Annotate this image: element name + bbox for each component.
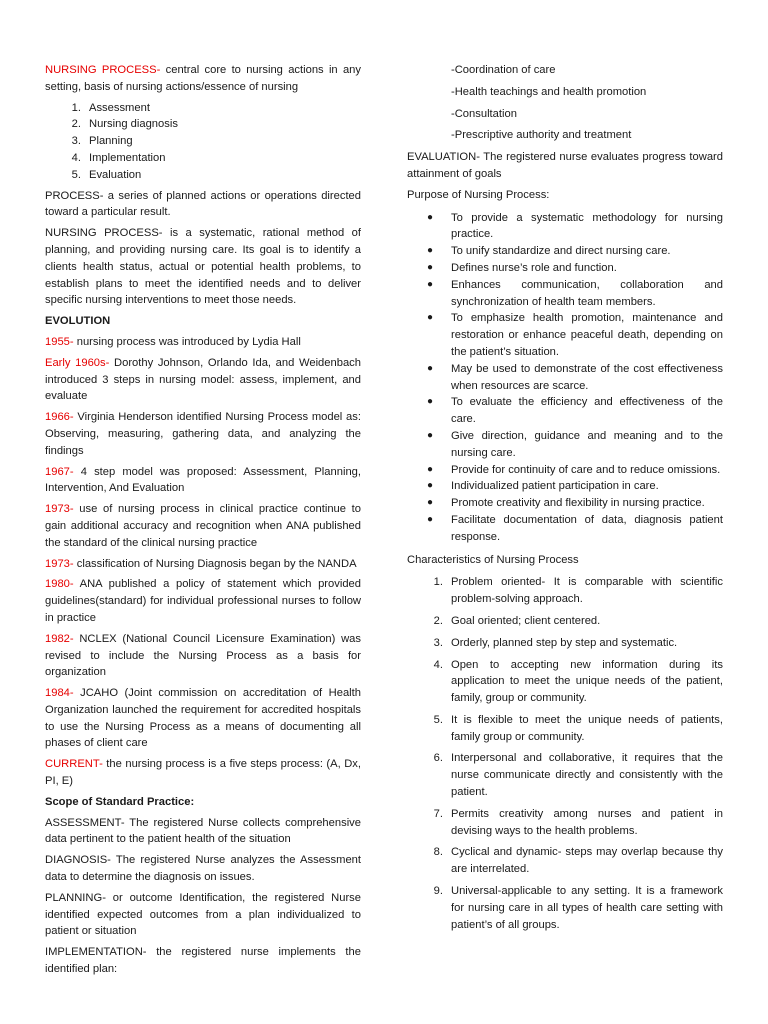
- list-item: ● To evaluate the efficiency and effectiveness of the care.: [427, 396, 723, 426]
- list-item: ● Give direction, guidance and meaning and to the nursing care.: [427, 429, 723, 459]
- left-column: [45, 62, 361, 982]
- list-item: ● Provide for continuity of care and to reduce omissions.: [407, 462, 723, 479]
- scope-item: PLANNING- or outcome Identification, the registered Nurse identified expected outcomes from a plan individualized to patient or situation: [45, 891, 361, 938]
- evolution-item: 1955- nursing process was introduced by Lydia Hall: [45, 335, 301, 348]
- evolution-item: 1973- classification of Nursing Diagnosis began by the NANDA: [45, 557, 357, 570]
- list-item: 7. Permits creativity among nurses and patient in devising ways to the health problems.: [433, 807, 723, 837]
- scope-heading: Scope of Standard Practice:: [45, 795, 195, 808]
- bullet-icon: ●: [427, 245, 434, 257]
- impl-item: -Health teachings and health promotion: [451, 85, 647, 98]
- scope-item: DIAGNOSIS- The registered Nurse analyzes the Assessment data to determine the diagnosis on issues.: [45, 854, 361, 884]
- evolution-item: 1966- Virginia Henderson identified Nursing Process model as: Observing, measuring, gathering data, and analyzing the findings: [45, 411, 361, 457]
- nursing-process-definition: NURSING PROCESS- is a systematic, rational method of planning, and providing nursing care. Its goal is to identify a clients health status, actual or potential health problems, to establish plans to meet the identified needs and to deliver specific nursing interventions to meet those needs.: [45, 227, 361, 307]
- intro-term: NURSING PROCESS-: [45, 64, 161, 76]
- bullet-icon: ●: [427, 429, 434, 441]
- process-definition: PROCESS- a series of planned actions or operations directed toward a particular result.: [45, 189, 361, 219]
- evolution-item: 1984- JCAHO (Joint commission on accreditation of Health Organization launched the requirement for accredited hospitals to use the Nursing Process as a means of documenting all phases of client care: [45, 687, 361, 750]
- list-item: 3. Orderly, planned step by step and systematic.: [433, 636, 678, 649]
- impl-item: -Coordination of care: [451, 64, 556, 76]
- evolution-item: Early 1960s- Dorothy Johnson, Orlando Ida, and Weidenbach introduced 3 steps in nursing model: assess, implement, and evaluate: [45, 356, 361, 403]
- list-item: 8. Cyclical and dynamic- steps may overlap because thy are interrelated.: [433, 846, 723, 876]
- scope-item: ASSESSMENT- The registered Nurse collects comprehensive data pertinent to the patient health of the situation: [45, 816, 361, 846]
- list-item: ● Enhances communication, collaboration and synchronization of health team members.: [427, 278, 723, 308]
- list-item: ● Promote creativity and flexibility in nursing practice.: [407, 495, 723, 512]
- list-item: 1. Assessment: [71, 101, 150, 114]
- intro-text: central core to nursing actions in any setting, basis of nursing actions/essence of nursing: [45, 64, 361, 93]
- list-item: 2. Goal oriented; client centered.: [433, 614, 601, 627]
- list-item: 1. Problem oriented- It is comparable with scientific problem-solving approach.: [433, 576, 723, 606]
- bullet-icon: ●: [427, 513, 434, 525]
- purpose-heading: Purpose of Nursing Process:: [407, 188, 550, 201]
- impl-item: -Prescriptive authority and treatment: [451, 129, 632, 142]
- bullet-icon: ●: [427, 312, 434, 324]
- bullet-icon: ●: [427, 362, 434, 374]
- bullet-icon: ●: [427, 463, 434, 475]
- evolution-item: 1973- use of nursing process in clinical practice continue to gain additional accuracy and recognition when ANA published the standard of the clinical nursing practice: [45, 503, 361, 549]
- characteristics-heading: Characteristics of Nursing Process: [407, 553, 579, 566]
- list-item: ● Defines nurse’s role and function.: [407, 260, 723, 277]
- evolution-heading: EVOLUTION: [45, 315, 111, 328]
- purpose-list: [407, 210, 723, 546]
- bullet-icon: ●: [427, 211, 434, 223]
- list-item: 9. Universal-applicable to any setting. It is a framework for nursing care in all types of health care setting with patient’s of all groups.: [433, 885, 723, 931]
- steps-list: [45, 100, 361, 184]
- intro-paragraph: [45, 62, 361, 96]
- list-item: 4. Open to accepting new information during its application to meet the unique needs of the patient, family, group or community.: [433, 658, 723, 705]
- list-item: ● To provide a systematic methodology for nursing practice.: [427, 211, 723, 241]
- bullet-icon: ●: [427, 396, 434, 408]
- list-item: 4. Implementation: [71, 151, 166, 164]
- list-item: ● To unify standardize and direct nursing care.: [407, 243, 723, 260]
- list-item: 5. It is flexible to meet the unique needs of patients, family group or community.: [433, 713, 723, 743]
- evolution-item: 1980- ANA published a policy of statement which provided guidelines(standard) for individual professional nurses to follow in practice: [45, 578, 361, 624]
- evolution-item: 1982- NCLEX (National Council Licensure Examination) was revised to include the Nursing Process as a basis for organization: [45, 632, 361, 679]
- list-item: ● Facilitate documentation of data, diagnosis patient response.: [427, 513, 723, 543]
- right-column: [407, 62, 723, 938]
- bullet-icon: ●: [427, 480, 434, 492]
- list-item: ● May be used to demonstrate of the cost effectiveness when resources are scarce.: [427, 362, 723, 392]
- evaluation-paragraph: EVALUATION- The registered nurse evaluates progress toward attainment of goals: [407, 151, 723, 180]
- bullet-icon: ●: [427, 497, 434, 509]
- bullet-icon: ●: [427, 278, 434, 290]
- characteristics-list: [407, 574, 723, 933]
- impl-item: -Consultation: [451, 107, 517, 120]
- list-item: 5. Evaluation: [71, 168, 142, 181]
- evolution-item: CURRENT- the nursing process is a five steps process: (A, Dx, PI, E): [45, 758, 361, 788]
- bullet-icon: ●: [427, 261, 434, 273]
- list-item: 6. Interpersonal and collaborative, it requires that the nurse communicate directly and consistently with the patient.: [433, 752, 723, 799]
- list-item: ● To emphasize health promotion, maintenance and restoration or enhance peaceful death, depending on the patient’s situation.: [427, 312, 723, 358]
- list-item: 3. Planning: [71, 135, 133, 148]
- evolution-item: 1967- 4 step model was proposed: Assessment, Planning, Intervention, And Evaluation: [45, 465, 361, 495]
- list-item: ● Individualized patient participation in care.: [407, 478, 723, 495]
- list-item: 2. Nursing diagnosis: [71, 118, 178, 131]
- scope-item: IMPLEMENTATION- the registered nurse implements the identified plan:: [45, 946, 361, 976]
